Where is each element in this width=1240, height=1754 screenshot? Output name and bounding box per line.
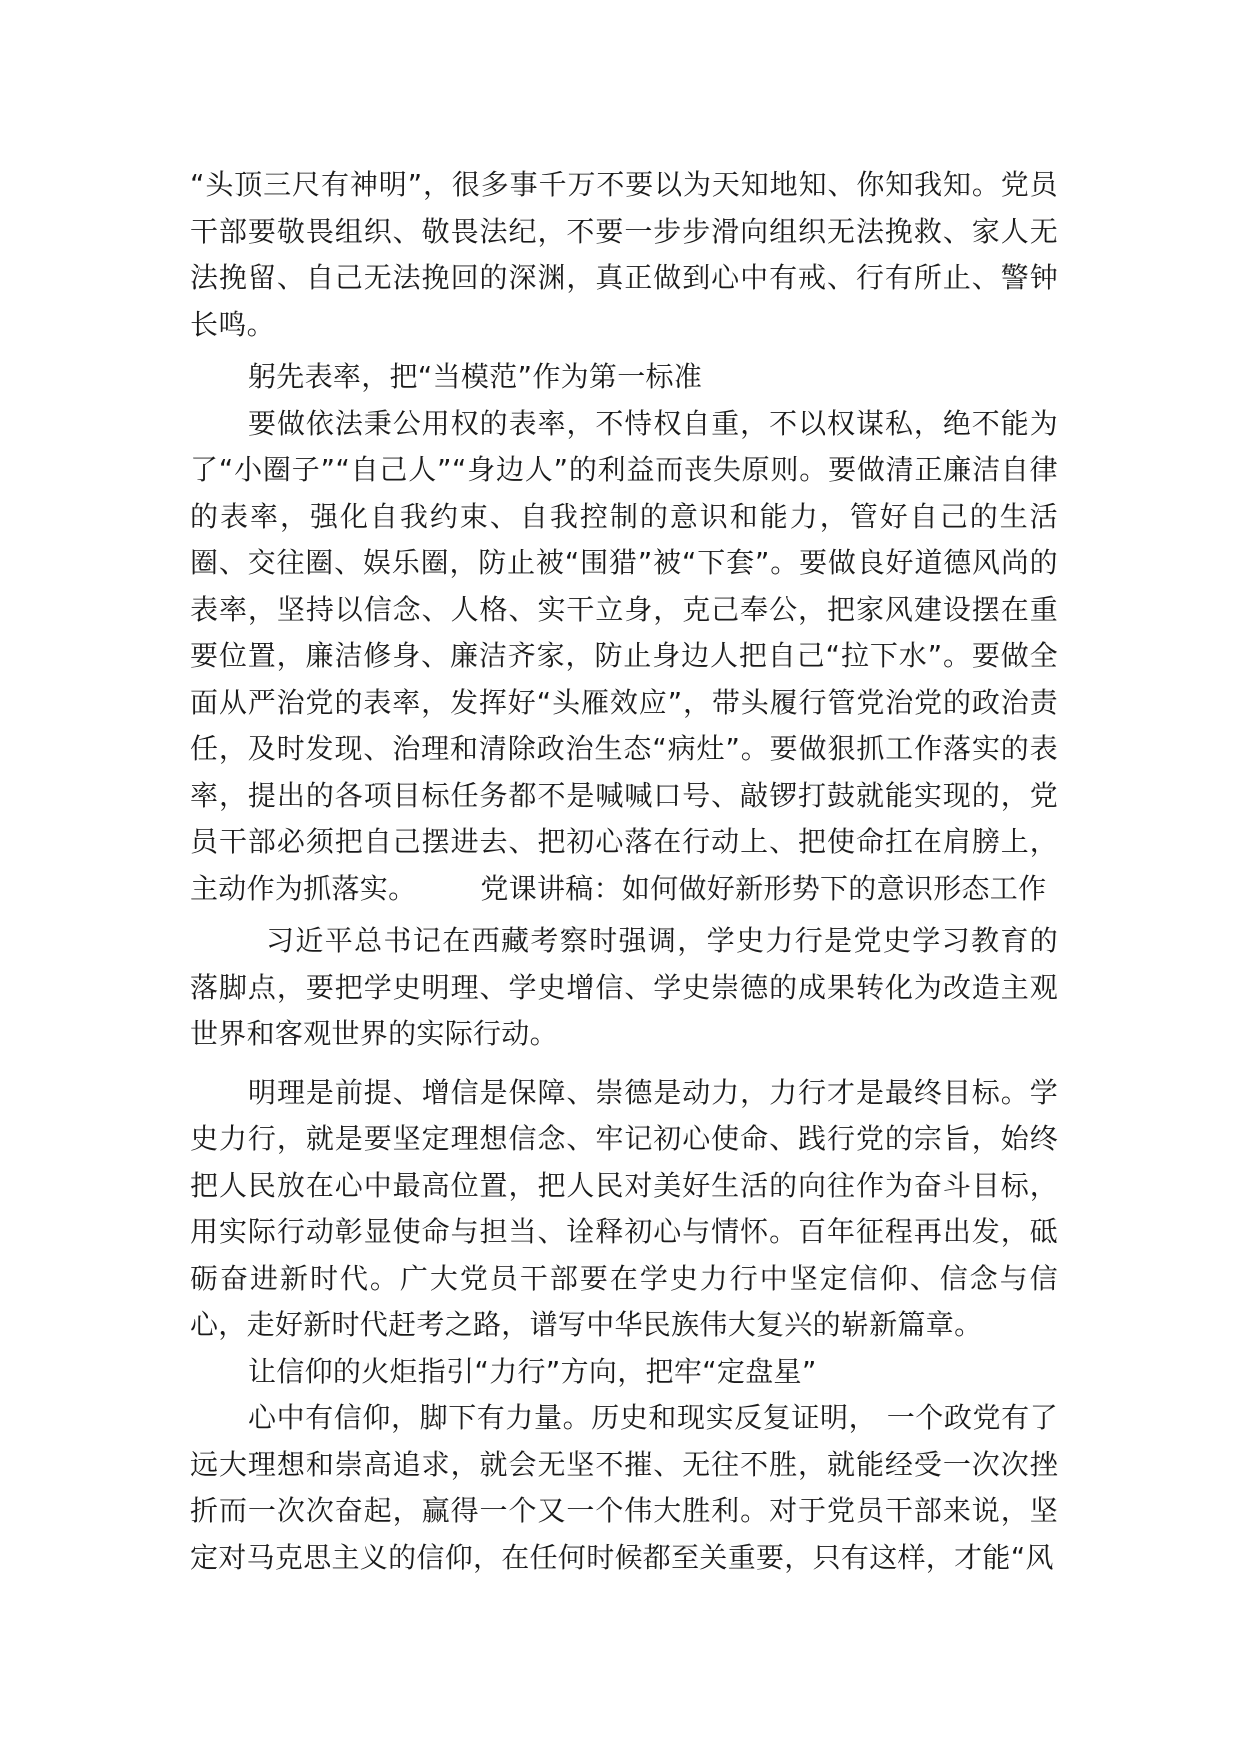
section-heading-faith-torch: 让信仰的火炬指引“力行”方向，把牢“定盘星” <box>248 1354 817 1388</box>
paragraph-practice-goal: 明理是前提、增信是保障、崇德是动力，力行才是最终目标。学史力行，就是要坚定理想信念、牢记初心使命、践行党的宗旨，始终把人民放在心中最高位置，把人民对美好生活的向往作为奋斗目标，用实际行动彰显使命与担当、诠释初心与情怀。百年征程再出发，砥砺奋进新时代。广大党员干部要在学史力行中坚定信仰、信念与信心，走好新时代赶考之路，谱写中华民族伟大复兴的崭新篇章。 <box>190 1075 1058 1341</box>
lecture-title: 党课讲稿：如何做好新形势下的意识形态工作 <box>480 871 1047 905</box>
paragraph-exemplar-text: 要做依法秉公用权的表率，不恃权自重，不以权谋私，绝不能为了“小圈子”“自己人”“身边人”的利益而丧失原则。要做清正廉洁自律的表率，强化自我约束、自我控制的意识和能力，管好自己的生活圈、交往圈、娱乐圈，防止被“围猎”被“下套”。要做良好道德风尚的表率，坚持以信念、人格、实干立身，克己奉公，把家风建设摆在重要位置，廉洁修身、廉洁齐家，防止身边人把自己“拉下水”。要做全面从严治党的表率，发挥好“头雁效应”，带头履行管党治党的政治责任，及时发现、治理和清除政治生态“病灶”。要做狠抓工作落实的表率，提出的各项目标任务都不是喊喊口号、敲锣打鼓就能实现的，党员干部必须把自己摆进去、把初心落在行动上、把使命扛在肩膀上，主动作为抓落实。 <box>190 406 1058 905</box>
paragraph-xi-tibet-remarks: 习近平总书记在西藏考察时强调，学史力行是党史学习教育的落脚点，要把学史明理、学史增信、学史崇德的成果转化为改造主观世界和客观世界的实际行动。 <box>190 924 1058 1050</box>
paragraph-exemplar-duties <box>190 401 1058 913</box>
document-body <box>190 162 1058 1581</box>
paragraph-faith-strength: 心中有信仰，脚下有力量。历史和现实反复证明， 一个政党有了远大理想和崇高追求，就会无坚不摧、无往不胜，就能经受一次次挫折而一次次奋起，赢得一个又一个伟大胜利。对于党员干部来说，坚定对马克思主义的信仰，在任何时候都至关重要，只有这样，才能“风 <box>190 1401 1058 1574</box>
section-heading-exemplar: 躬先表率，把“当模范”作为第一标准 <box>248 360 703 393</box>
paragraph-discipline-warning: “头顶三尺有神明”，很多事千万不要以为天知地知、你知我知。党员干部要敬畏组织、敬畏法纪，不要一步步滑向组织无法挽救、家人无法挽留、自己无法挽回的深渊，真正做到心中有戒、行有所止、警钟长鸣。 <box>190 168 1058 341</box>
